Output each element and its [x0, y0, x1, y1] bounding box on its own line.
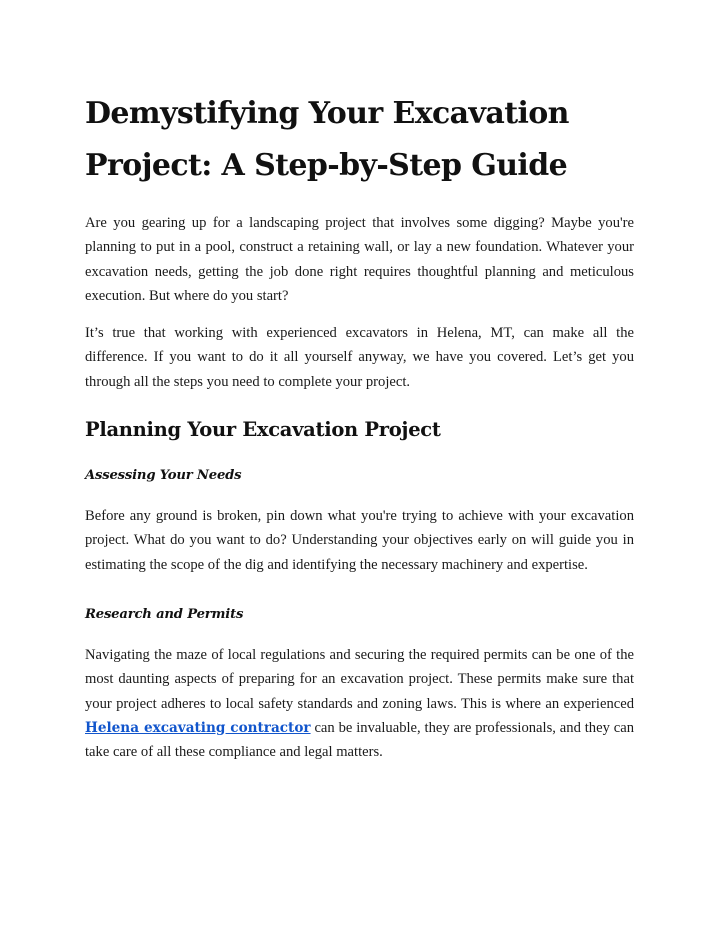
subsection-heading-assessing: Assessing Your Needs	[85, 468, 242, 484]
intro-paragraph-1: Are you gearing up for a landscaping project that involves some digging? Maybe you're planning to put in a pool, construct a retaining wall, or lay a new foundation. Whatever your excavation needs, getting the job done right requires thoughtful planning and meticulous execution. But where do you start?	[85, 215, 634, 304]
helena-contractor-link[interactable]: Helena excavating contractor	[85, 719, 311, 736]
assessing-paragraph: Before any ground is broken, pin down what you're trying to achieve with your excavation project. What do you want to do? Understanding your objectives early on will guide you in estimating the scope of the dig and identifying the necessary machinery and expertise.	[85, 508, 634, 573]
section-heading-planning: Planning Your Excavation Project	[85, 418, 441, 442]
subsection-heading-research: Research and Permits	[85, 606, 244, 622]
document-page	[85, 88, 634, 777]
research-paragraph	[85, 643, 634, 764]
research-text-before-link: Navigating the maze of local regulations and securing the required permits can be one of the most daunting aspects of preparing for an excavation project. These permits make sure that your project adheres to local safety standards and zoning laws. This is where an experienced	[85, 646, 634, 712]
intro-paragraph-2: It’s true that working with experienced excavators in Helena, MT, can make all the difference. If you want to do it all yourself anyway, we have you covered. Let’s get you through all the steps you need to complete your project.	[85, 325, 634, 390]
document-title: Demystifying Your Excavation Project: A Step-by-Step Guide	[85, 96, 569, 183]
research-text-after-link: can be invaluable, they are professionals, and they can take care of all these compliance and legal matters.	[85, 719, 635, 761]
